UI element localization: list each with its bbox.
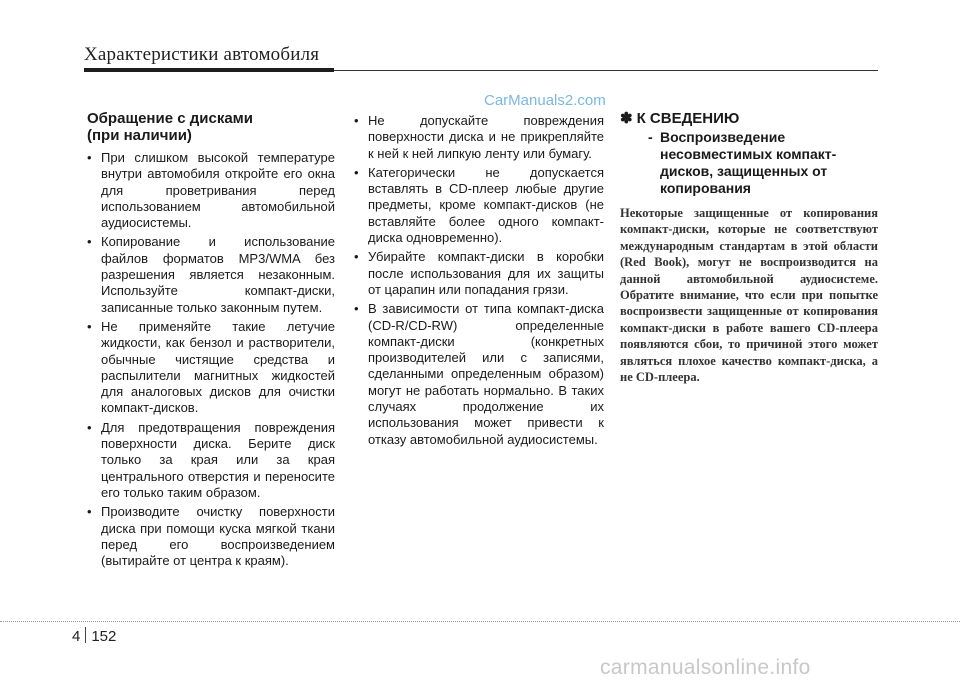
note-subtitle — [620, 129, 878, 197]
column-3 — [620, 110, 878, 385]
bullet-list-2 — [354, 113, 604, 448]
list-item: • Убирайте компакт-диски в коробки после использования для их защиты от царапин или попадания грязи. — [354, 249, 604, 298]
page-number-separator — [85, 627, 86, 643]
list-item: • Категорически не допускается вставлять в CD-плеер любые другие предметы, кроме компакт-дисков (не вставляйте более одного компакт-диска одновременно). — [354, 165, 604, 246]
column-1 — [87, 110, 335, 572]
note-body: Некоторые защищенные от копирования компакт-диски, которые не соответствуют международным стандартам в этой области (Red Book), могут не воспроизводится на данной автомобильной аудиосистеме. Обратите внимание, что если при попытке воспроизвести защищенные от копирования компакт-диски в работе вашего CD-плеера появляются сбои, то причиной этого может являться плохое качество компакт-диска, а не CD-плеера. — [620, 206, 878, 385]
watermark-top[interactable]: CarManuals2.com — [484, 92, 606, 109]
list-item: • Не применяйте такие летучие жидкости, как бензол и растворители, обычные чистящие средства и распылители магнитных жидкостей для аналоговых дисков для очистки компакт-дисков. — [87, 319, 335, 417]
watermark-bottom[interactable]: carmanualsonline.info — [600, 656, 811, 679]
page-header-title: Характеристики автомобиля — [84, 44, 320, 65]
section-title-line-2: (при наличии) — [87, 127, 192, 144]
note-subtitle-line-3: дисков, защищенных от — [660, 163, 828, 179]
page-number-value: 152 — [91, 628, 117, 645]
note-dash: - — [648, 129, 653, 145]
list-item: • При слишком высокой температуре внутри автомобиля откройте его окна для проветривания перед использованием автомобильной аудиосистемы. — [87, 150, 335, 231]
page-number — [72, 627, 116, 645]
header-rule-thin — [334, 70, 878, 71]
chapter-number: 4 — [72, 628, 81, 645]
section-title — [87, 110, 335, 144]
note-subtitle-line-1: Воспроизведение — [660, 129, 786, 145]
list-item: • В зависимости от типа компакт-диска (CD-R/CD-RW) определенные компакт-диски (конкретных производителей или с записями, сделанными определенным образом) могут не работать нормально. В таких случаях продолжение их использования может привести к отказу автомобильной аудиосистемы. — [354, 301, 604, 448]
note-heading — [620, 110, 878, 127]
column-2 — [354, 113, 604, 451]
footer-rule — [0, 621, 960, 622]
list-item: • Производите очистку поверхности диска при помощи куска мягкой ткани перед его воспроизведением (вытирайте от центра к краям). — [87, 504, 335, 569]
note-star-icon: ✽ — [620, 110, 633, 127]
note-subtitle-line-2: несовместимых компакт- — [660, 146, 837, 162]
note-title: К СВЕДЕНИЮ — [636, 110, 740, 127]
header-rule-thick — [84, 68, 334, 72]
list-item: • Для предотвращения повреждения поверхности диска. Берите диск только за края или за края центрального отверстия и переносите его только таким образом. — [87, 420, 335, 501]
list-item: • Копирование и использование файлов форматов MP3/WMA без разрешения является незаконным. Используйте компакт-диски, записанные только законным путем. — [87, 234, 335, 315]
section-title-line-1: Обращение с дисками — [87, 110, 253, 127]
bullet-list-1 — [87, 150, 335, 569]
list-item: • Не допускайте повреждения поверхности диска и не прикрепляйте к ней к ней липкую ленту или бумагу. — [354, 113, 604, 162]
note-subtitle-line-4: копирования — [660, 180, 751, 196]
